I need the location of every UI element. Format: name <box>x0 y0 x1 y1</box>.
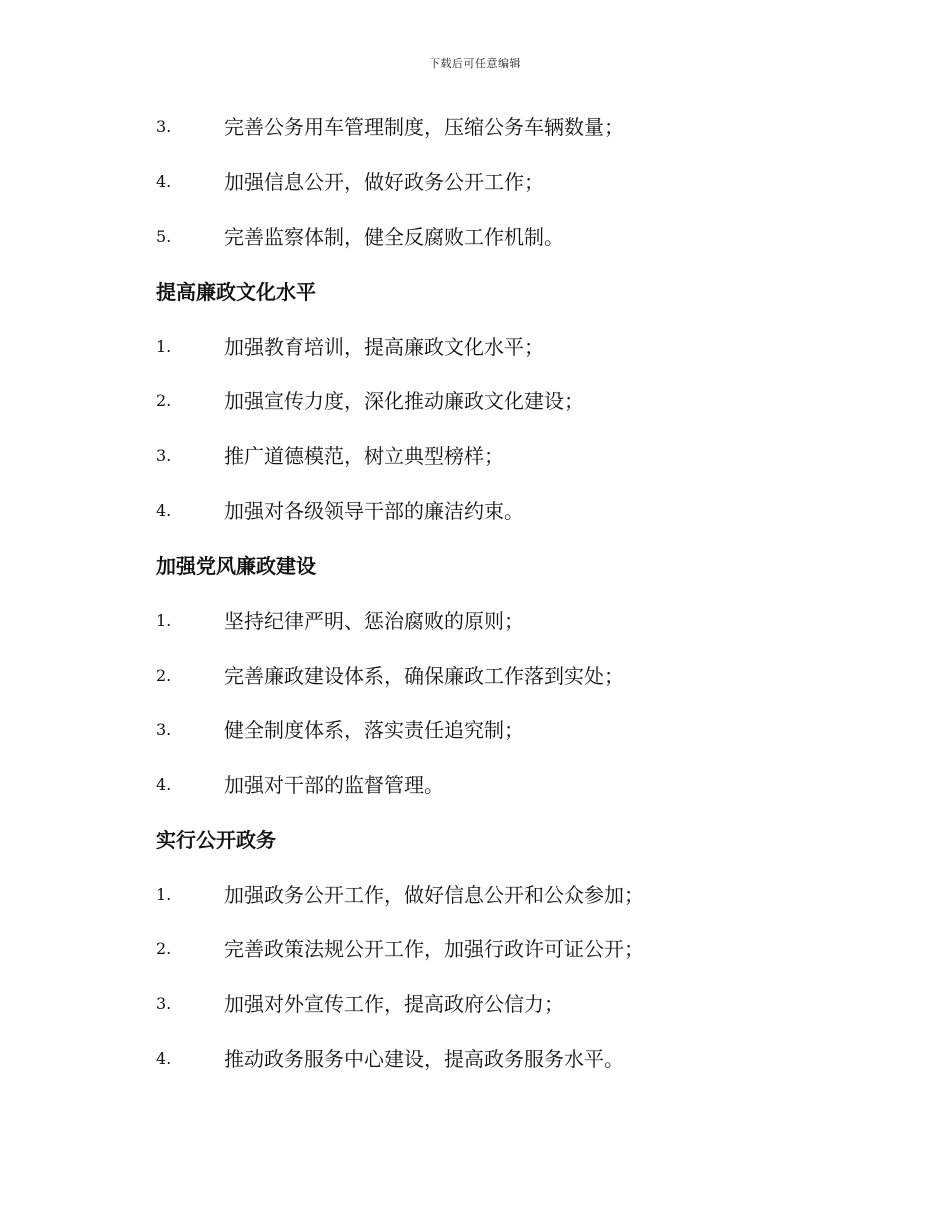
list-item-number: 3. <box>156 720 172 739</box>
list-item-text: 加强对干部的监督管理。 <box>224 773 444 797</box>
list-item-number: 2. <box>156 391 172 410</box>
list-item-number: 1. <box>156 611 172 630</box>
list-item-text: 加强政务公开工作，做好信息公开和公众参加； <box>224 883 644 907</box>
section-heading: 提高廉政文化水平 <box>156 280 316 304</box>
list-item-number: 4. <box>156 1049 172 1068</box>
list-item-number: 2. <box>156 939 172 958</box>
list-item-number: 1. <box>156 885 172 904</box>
list-item-number: 3. <box>156 446 172 465</box>
section-heading: 加强党风廉政建设 <box>156 554 316 578</box>
list-item-text: 推广道德模范，树立典型榜样； <box>224 444 504 468</box>
list-item-number: 4. <box>156 501 172 520</box>
list-item-number: 5. <box>156 227 172 246</box>
list-item-number: 4. <box>156 172 172 191</box>
list-item-text: 完善政策法规公开工作，加强行政许可证公开； <box>224 937 644 961</box>
list-item-text: 完善廉政建设体系，确保廉政工作落到实处； <box>224 664 624 688</box>
list-item-text: 完善监察体制，健全反腐败工作机制。 <box>224 225 564 249</box>
list-item-number: 4. <box>156 775 172 794</box>
list-item-text: 坚持纪律严明、惩治腐败的原则； <box>224 609 524 633</box>
list-item-text: 加强信息公开，做好政务公开工作； <box>224 170 544 194</box>
list-item-text: 健全制度体系，落实责任追究制； <box>224 718 524 742</box>
list-item-number: 2. <box>156 666 172 685</box>
list-item-text: 加强对各级领导干部的廉洁约束。 <box>224 499 524 523</box>
list-item-number: 1. <box>156 337 172 356</box>
list-item-text: 完善公务用车管理制度，压缩公务车辆数量； <box>224 115 624 139</box>
list-item-text: 加强宣传力度，深化推动廉政文化建设； <box>224 389 584 413</box>
list-item-text: 加强教育培训，提高廉政文化水平； <box>224 335 544 359</box>
section-heading: 实行公开政务 <box>156 828 276 852</box>
list-item-text: 加强对外宣传工作，提高政府公信力； <box>224 992 564 1016</box>
list-item-number: 3. <box>156 994 172 1013</box>
list-item-text: 推动政务服务中心建设，提高政务服务水平。 <box>224 1047 624 1071</box>
list-item-number: 3. <box>156 117 172 136</box>
page-header: 下载后可任意编辑 <box>429 57 521 70</box>
